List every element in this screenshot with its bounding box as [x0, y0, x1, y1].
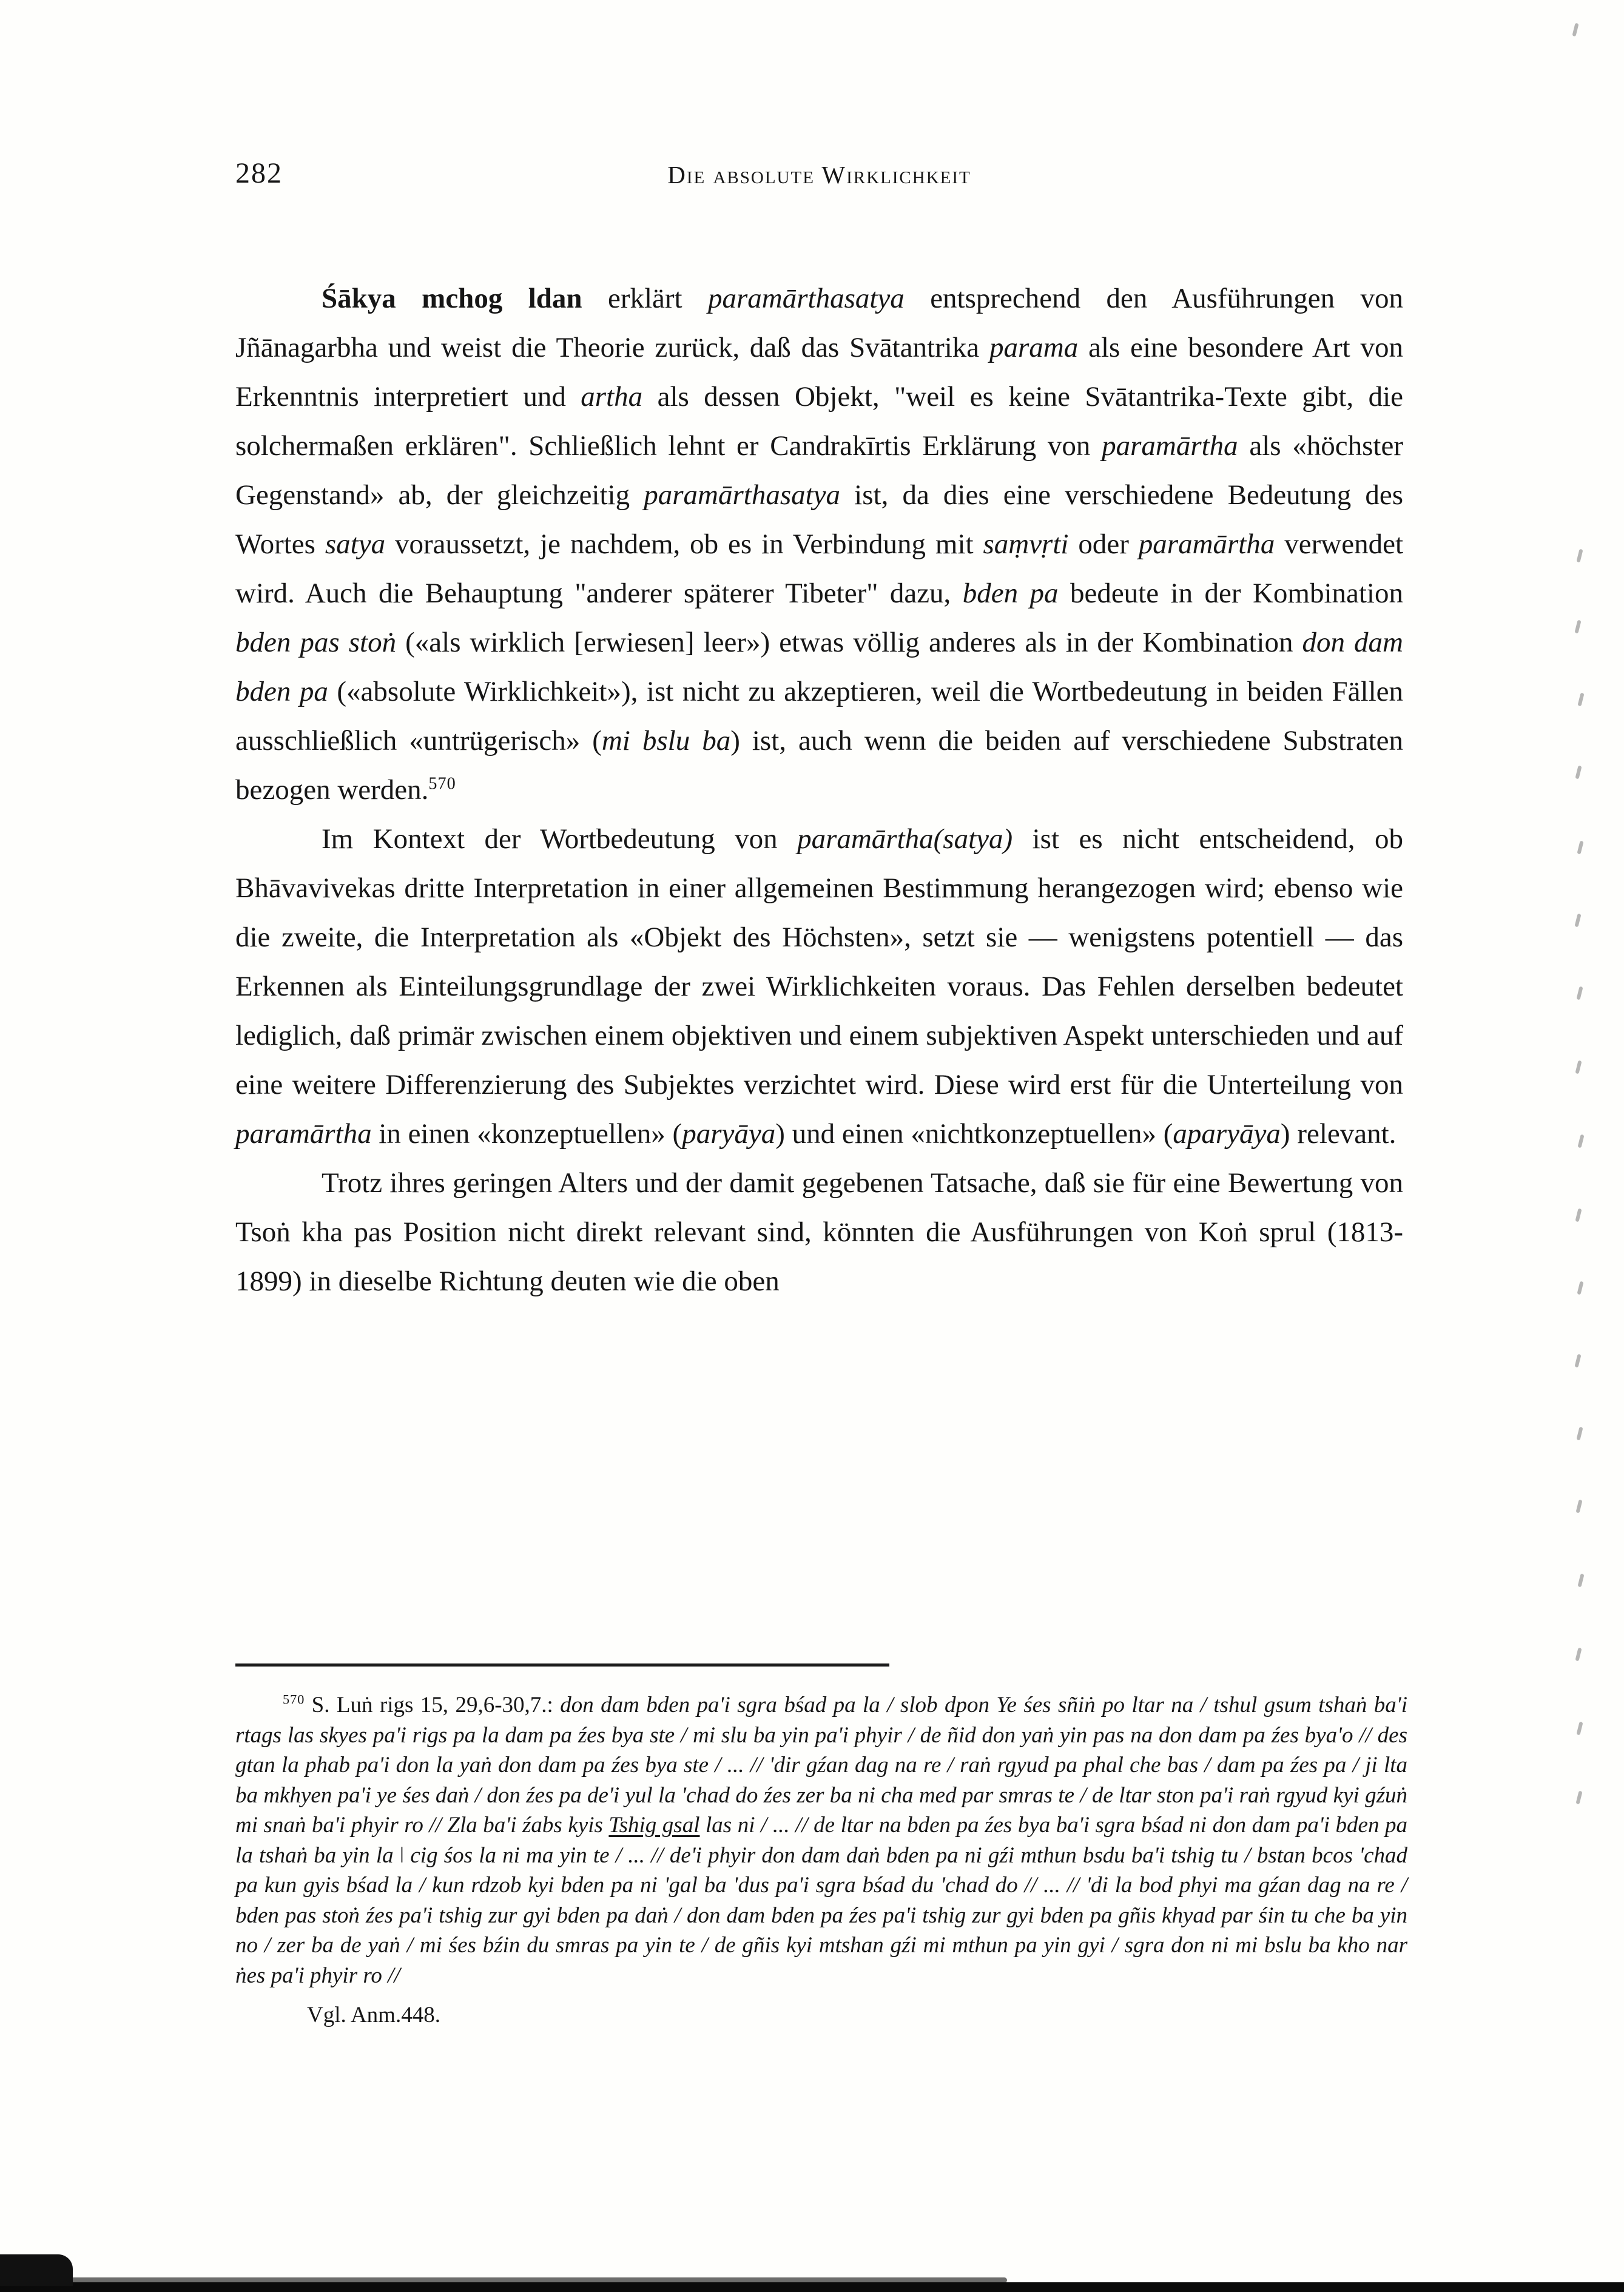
scan-speck: [1575, 1500, 1582, 1514]
scan-speck: [1576, 986, 1583, 1000]
paragraph-sakya-mchog-ldan: [235, 274, 1403, 815]
scan-speck: [1574, 914, 1581, 928]
text-run: don dam bden pa: [235, 627, 1403, 707]
text-run: ) relevant.: [1280, 1118, 1397, 1150]
text-run: als eine besondere Art von Erkenntnis interpretiert und: [235, 332, 1403, 413]
text-run: erklärt: [582, 283, 708, 314]
text-run: als dessen Objekt, "weil es keine Svātantrika-Texte gibt, die solchermaßen erklären". Schließlich lehnt er Candrakīrtis Erklärung von: [235, 381, 1403, 462]
text-run: ) und einen «nichtkonzeptuellen» (: [775, 1118, 1173, 1150]
text-run: paryāya: [682, 1118, 776, 1150]
paragraph-wortbedeutung-kontext: [235, 815, 1403, 1159]
scan-speck: [1577, 1281, 1583, 1295]
page-number: 282: [235, 157, 283, 189]
text-run: voraussetzt, je nachdem, ob es in Verbindung mit: [385, 528, 983, 560]
text-run: don dam bden pa'i sgra bśad pa la / slob dpon Ye śes sñiṅ po ltar na / tshul gsum tshaṅ ba'i rtags las skyes pa'i rigs pa la dam pa źes bya ste / mi slu ba yin pa'i phyir / de ñid don yaṅ yin pas na don dam pa źes bya'o // des gtan la phab pa'i don la yaṅ don dam pa źes bya ste / ... // 'dir gźan dag na re / raṅ rgyud pa phal che bas / dam pa źes pa / ji lta ba mkhyen pa'i ye śes daṅ / don źes pa de'i yul la 'chad do źes zer ba ni cha med par smras te / de ltar ston pa'i raṅ rgyud kyi gźuṅ mi snaṅ ba'i phyir ro // Zla ba'i źabs kyis: [235, 1693, 1408, 1838]
text-run: entsprechend den Ausführungen von Jñānagarbha und weist die Theorie zurück, daß das Svātantrika: [235, 283, 1403, 363]
text-run: ist, da dies eine verschiedene Bedeutung des Wortes: [235, 479, 1403, 560]
page-header: [235, 155, 1403, 198]
scan-speck: [1577, 1574, 1584, 1588]
running-head: Die absolute Wirklichkeit: [667, 161, 971, 189]
text-run: ist es nicht entscheidend, ob Bhāvavivekas dritte Interpretation in einer allgemeinen Bestimmung herangezogen wird; ebenso wie die zweite, die Interpretation als «Objekt des Höchsten», setzt sie — wenigstens potentiell — das Erkennen als Einteilungsgrundlage der zwei Wirklichkeiten voraus. Das Fehlen derselben bedeutet lediglich, daß primär zwischen einem objektiven und einem subjektiven Aspekt unterschieden und auf eine weitere Differenzierung des Subjektes verzichtet wird. Diese wird erst für die Unterteilung von: [235, 823, 1403, 1100]
text-run: Tshig gsal: [608, 1813, 700, 1838]
scan-speck: [1577, 693, 1584, 707]
scan-speck: [1575, 766, 1582, 780]
footnotes-section: [235, 1690, 1407, 2031]
footnote-cross-reference: Vgl. Anm.448.: [307, 2003, 440, 2027]
scan-speck: [1575, 1791, 1582, 1805]
text-run: S. Luṅ rigs 15, 29,6-30,7.:: [305, 1693, 561, 1717]
text-run: Im Kontext der Wortbedeutung von: [322, 823, 798, 855]
scan-speck: [1577, 1134, 1584, 1148]
scan-edge-bottom: [0, 2282, 1624, 2292]
scan-speck: [1574, 620, 1581, 634]
text-run: oder: [1068, 528, 1139, 560]
scan-speck: [1576, 1427, 1583, 1441]
paragraph-kon-sprul: [235, 1159, 1403, 1306]
text-run: paramārthasatya: [644, 479, 841, 511]
text-run: satya: [325, 528, 386, 560]
text-run: als «höchster Gegenstand» ab, der gleichzeitig: [235, 430, 1403, 511]
scan-speck: [1577, 841, 1583, 855]
text-run: parama: [989, 332, 1079, 363]
footnote-separator-rule: [235, 1663, 889, 1667]
main-text-block: [235, 274, 1403, 1306]
text-run: mi bslu ba: [601, 725, 731, 757]
text-run: las ni / ... // de ltar na bden pa źes bya ba'i sgra bśad ni don dam pa'i bden pa la tshaṅ ba yin la ǀ cig śos la ni ma yin te / ... // de'i phyir don dam daṅ bden pa ni gźi mthun bsdu ba'i tshig tu / bstan bcos 'chad pa kun gyis bśad la / kun rdzob kyi bden pa ni 'gal ba 'dus pa'i sgra bśad du 'chad do // ... // 'di la bod phyi ma gźan dag na re / bden pas stoṅ źes pa'i tshig zur gyi bden pa daṅ / don dam bden pa źes pa'i tshig zur gyi bden pa gñis khyad par śin tu che ba yin no / zer ba de yaṅ / mi śes bźin du smras pa yin te / de gñis kyi mtshan gźi mi mthun pa yin gyi / sgra don ni mi bslu ba kho nar ṅes pa'i phyir ro //: [235, 1813, 1408, 1988]
text-run: artha: [581, 381, 643, 413]
footnote-570: [235, 1690, 1407, 1990]
text-run: bedeute in der Kombination: [1058, 578, 1403, 609]
text-run: in einen «konzeptuellen» (: [371, 1118, 682, 1150]
scan-speck: [1576, 549, 1583, 563]
text-run: («absolute Wirklichkeit»), ist nicht zu akzeptieren, weil die Wortbedeutung in beiden Fällen ausschließlich «untrügerisch» (: [235, 676, 1403, 757]
text-run: paramārthasatya: [708, 283, 905, 314]
text-run: («als wirklich [erwiesen] leer») etwas völlig anderes als in der Kombination: [396, 627, 1302, 658]
scan-speck: [1574, 1354, 1581, 1368]
scan-speck: [1576, 1722, 1583, 1736]
scan-speck: [1575, 1648, 1582, 1662]
footnote-marker: 570: [283, 1691, 305, 1707]
text-run: saṃvṛti: [983, 528, 1069, 560]
text-run: bden pas stoṅ: [235, 627, 397, 658]
text-run: paramārtha: [1138, 528, 1275, 560]
text-run: aparyāya: [1173, 1118, 1281, 1150]
text-run: paramārtha(satya): [797, 823, 1013, 855]
text-run: paramārtha: [235, 1118, 372, 1150]
text-run: paramārtha: [1102, 430, 1238, 462]
text-run: verwendet wird. Auch die Behauptung "anderer späterer Tibeter" dazu,: [235, 528, 1404, 609]
text-run: Śākya mchog ldan: [322, 283, 582, 314]
text-run: Trotz ihres geringen Alters und der damit gegebenen Tatsache, daß sie für eine Bewertung von Tsoṅ kha pas Position nicht direkt relevant sind, könnten die Ausführungen von Koṅ sprul (1813-1899) in dieselbe Richtung deuten wie die oben: [235, 1167, 1403, 1297]
scan-speck: [1575, 1060, 1582, 1074]
text-run: bden pa: [962, 578, 1059, 609]
scan-speck: [1572, 23, 1579, 37]
scan-speck: [1575, 1208, 1582, 1222]
text-run: ) ist, auch wenn die beiden auf verschiedene Substraten bezogen werden.: [235, 725, 1403, 806]
footnote-marker: 570: [428, 774, 456, 794]
